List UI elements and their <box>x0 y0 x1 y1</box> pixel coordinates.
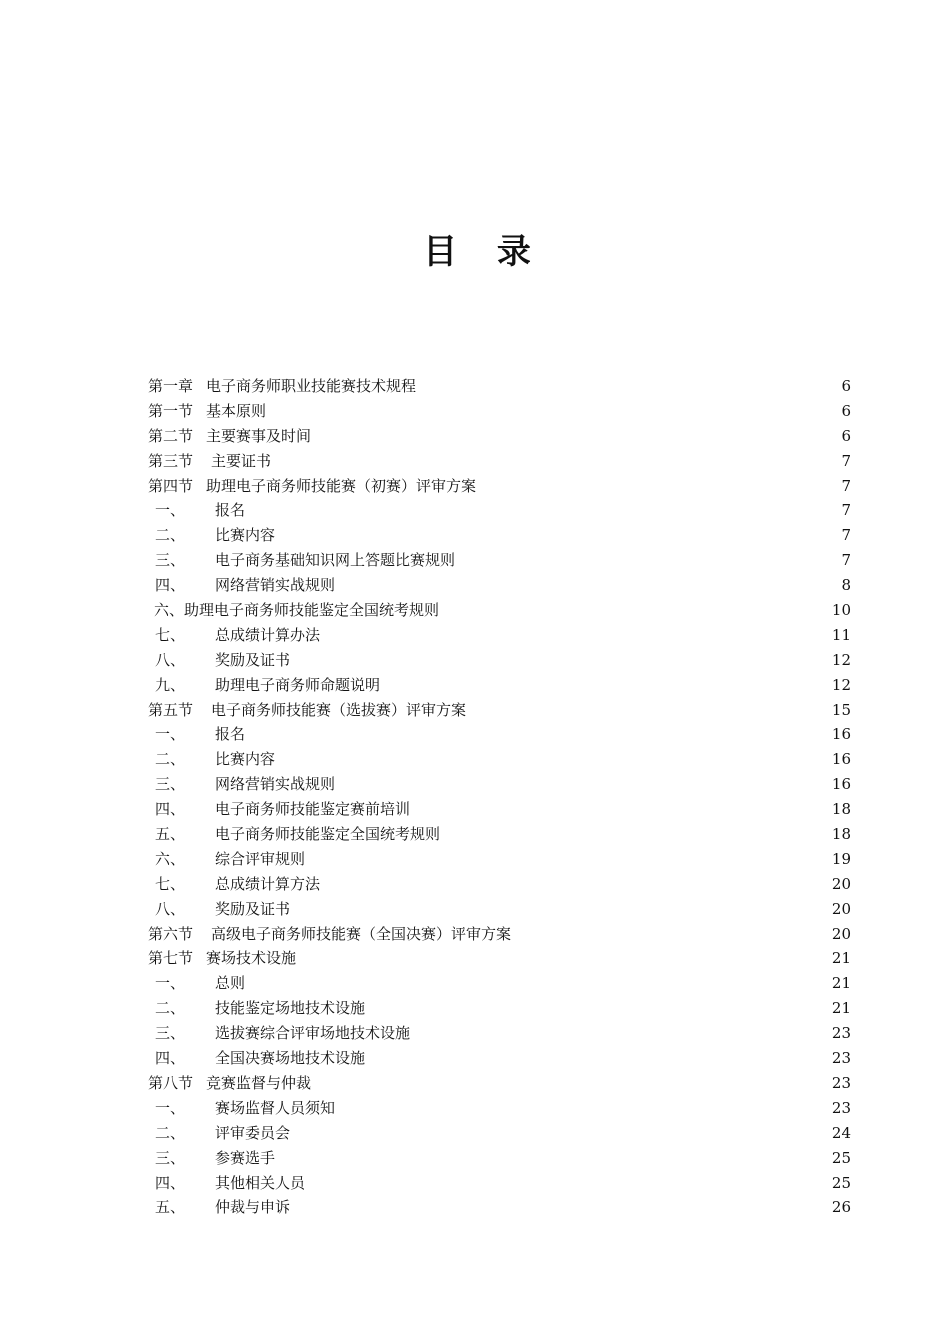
toc-entry-text: 赛场监督人员须知 <box>215 1098 336 1117</box>
toc-page-number: 18 <box>831 825 851 844</box>
toc-entry-text: 电子商务师技能鉴定全国统考规则 <box>215 825 441 844</box>
toc-entry[interactable] <box>148 573 851 598</box>
toc-entry-text: 全国决赛场地技术设施 <box>215 1049 366 1068</box>
toc-entry-heading <box>148 474 476 499</box>
toc-entry-heading <box>148 424 311 449</box>
toc-entry-text: 竞赛监督与仲裁 <box>206 1073 312 1092</box>
toc-entry-number: 四、 <box>155 1049 186 1068</box>
toc-page-number: 20 <box>831 899 851 918</box>
toc-entry-number: 七、 <box>155 874 186 893</box>
toc-entry-number: 四、 <box>155 576 186 595</box>
toc-entry-number: 四、 <box>155 800 186 819</box>
toc-entry-text: 参赛选手 <box>215 1148 276 1167</box>
toc-entry[interactable] <box>148 498 851 523</box>
toc-entry[interactable] <box>148 772 851 797</box>
toc-page-number: 7 <box>841 476 851 495</box>
toc-entry[interactable] <box>148 449 851 474</box>
toc-entry[interactable] <box>148 872 851 897</box>
toc-page-number: 6 <box>841 377 851 395</box>
toc-entry-number: 三、 <box>155 775 186 794</box>
toc-entry[interactable] <box>148 722 851 747</box>
toc-entry-number: 第八节 <box>148 1073 194 1092</box>
toc-page-number: 12 <box>831 675 851 694</box>
toc-entry-heading <box>148 822 440 847</box>
toc-entry-heading <box>148 847 305 872</box>
toc-entry[interactable] <box>148 747 851 772</box>
toc-entry-heading <box>148 698 466 723</box>
toc-entry-text: 综合评审规则 <box>215 849 306 868</box>
toc-entry-number: 五、 <box>155 825 186 844</box>
toc-entry-text: 其他相关人员 <box>215 1173 306 1192</box>
toc-entry-number: 四、 <box>155 1173 186 1192</box>
toc-entry-number: 第七节 <box>148 949 194 968</box>
toc-entry-heading <box>148 498 245 523</box>
toc-entry-heading <box>148 1195 290 1220</box>
toc-page-number: 15 <box>831 700 851 719</box>
toc-entry-number: 第三节 <box>148 451 194 470</box>
toc-page-number: 21 <box>831 999 851 1018</box>
toc-page-number: 16 <box>831 750 851 769</box>
toc-entry-text: 主要赛事及时间 <box>206 426 312 445</box>
toc-page-number: 21 <box>831 949 851 968</box>
toc-entry-text: 助理电子商务师技能赛（初赛）评审方案 <box>206 476 477 495</box>
toc-entry-text: 电子商务师技能赛（选拔赛）评审方案 <box>211 700 467 719</box>
toc-entry-number: 六、 <box>154 601 185 620</box>
toc-page-number: 23 <box>831 1024 851 1043</box>
toc-entry-text: 比赛内容 <box>215 526 276 545</box>
toc-entry[interactable] <box>148 996 851 1021</box>
toc-entry-text: 总则 <box>215 974 246 993</box>
toc-entry[interactable] <box>148 548 851 573</box>
toc-entry-number: 二、 <box>155 750 186 769</box>
toc-page-number: 26 <box>831 1198 851 1217</box>
toc-page-number: 7 <box>841 526 851 545</box>
toc-entry[interactable] <box>148 523 851 548</box>
toc-entry-text: 评审委员会 <box>215 1123 291 1142</box>
toc-entry-heading <box>148 548 455 573</box>
toc-entry[interactable] <box>148 623 851 648</box>
toc-entry-number: 八、 <box>155 899 186 918</box>
toc-entry-number: 三、 <box>155 1148 186 1167</box>
toc-entry-heading <box>148 1021 410 1046</box>
toc-entry-text: 网络营销实战规则 <box>215 576 336 595</box>
toc-page-number: 12 <box>831 650 851 669</box>
toc-entry-text: 赛场技术设施 <box>206 949 297 968</box>
toc-page-number: 7 <box>841 451 851 470</box>
toc-entry-number: 三、 <box>155 1024 186 1043</box>
toc-entry-heading <box>148 872 320 897</box>
toc-entry-number: 二、 <box>155 999 186 1018</box>
toc-page-number: 21 <box>831 974 851 993</box>
toc-page-number: 25 <box>831 1173 851 1192</box>
toc-entry-text: 网络营销实战规则 <box>215 775 336 794</box>
toc-entry-number: 一、 <box>155 725 186 744</box>
toc-entry[interactable] <box>148 399 851 424</box>
toc-entry-number: 第一节 <box>148 401 194 420</box>
toc-entry-text: 电子商务师技能鉴定赛前培训 <box>215 800 411 819</box>
toc-entry-heading <box>148 897 290 922</box>
toc-page-number: 19 <box>831 849 851 868</box>
toc-entry[interactable] <box>148 1171 851 1196</box>
toc-entry-text: 报名 <box>215 501 246 520</box>
toc-list <box>148 374 851 1220</box>
toc-entry-number: 六、 <box>155 849 186 868</box>
toc-entry-heading <box>148 1071 311 1096</box>
toc-entry-number: 九、 <box>155 675 186 694</box>
toc-entry-number: 五、 <box>155 1198 186 1217</box>
toc-entry[interactable] <box>148 374 851 399</box>
toc-entry-heading <box>148 1146 275 1171</box>
toc-entry-number: 第四节 <box>148 476 194 495</box>
toc-entry-heading <box>148 523 275 548</box>
toc-entry-heading <box>148 971 245 996</box>
toc-entry-number: 一、 <box>155 1098 186 1117</box>
toc-page-number: 20 <box>831 874 851 893</box>
toc-entry[interactable] <box>148 1146 851 1171</box>
toc-title: 目 录 <box>423 232 545 272</box>
toc-entry-text: 电子商务基础知识网上答题比赛规则 <box>215 551 456 570</box>
toc-page-number: 6 <box>841 401 851 420</box>
toc-page-number: 8 <box>841 576 851 595</box>
toc-page-number: 25 <box>831 1148 851 1167</box>
toc-entry[interactable] <box>148 847 851 872</box>
toc-page-number: 23 <box>831 1098 851 1117</box>
toc-entry-text: 奖励及证书 <box>215 899 291 918</box>
toc-entry-number: 一、 <box>155 974 186 993</box>
toc-entry-text: 总成绩计算办法 <box>215 625 321 644</box>
toc-entry-text: 报名 <box>215 725 246 744</box>
toc-entry-heading <box>148 722 245 747</box>
toc-entry-heading <box>148 996 365 1021</box>
toc-entry-number: 第六节 <box>148 924 194 943</box>
toc-entry[interactable] <box>148 1046 851 1071</box>
toc-entry[interactable] <box>148 946 851 971</box>
toc-entry[interactable] <box>148 1021 851 1046</box>
toc-entry-text: 总成绩计算方法 <box>215 874 321 893</box>
toc-entry[interactable] <box>148 1121 851 1146</box>
toc-entry-heading <box>148 922 511 947</box>
toc-page-number: 16 <box>831 775 851 794</box>
toc-entry-text: 选拔赛综合评审场地技术设施 <box>215 1024 411 1043</box>
toc-entry[interactable] <box>148 922 851 947</box>
toc-page-number: 7 <box>841 551 851 570</box>
toc-entry-heading <box>148 399 266 424</box>
toc-page-number: 18 <box>831 800 851 819</box>
toc-entry-heading <box>148 1121 290 1146</box>
toc-page-number: 23 <box>831 1073 851 1092</box>
toc-entry-heading <box>148 797 410 822</box>
toc-entry[interactable] <box>148 1195 851 1220</box>
toc-entry-heading <box>148 648 290 673</box>
toc-entry-text: 仲裁与申诉 <box>215 1198 291 1217</box>
toc-entry-heading <box>148 449 271 474</box>
toc-entry-text: 高级电子商务师技能赛（全国决赛）评审方案 <box>211 924 512 943</box>
toc-entry-text: 基本原则 <box>206 401 267 420</box>
toc-entry[interactable] <box>148 474 851 499</box>
toc-page-number: 20 <box>831 924 851 943</box>
toc-entry-heading <box>148 772 335 797</box>
toc-entry-number: 第二节 <box>148 426 194 445</box>
toc-entry-text: 助理电子商务师技能鉴定全国统考规则 <box>184 601 440 620</box>
toc-entry-heading <box>148 1171 305 1196</box>
toc-entry-text: 技能鉴定场地技术设施 <box>215 999 366 1018</box>
toc-entry[interactable] <box>148 797 851 822</box>
toc-entry-heading <box>148 573 335 598</box>
toc-entry-number: 三、 <box>155 551 186 570</box>
toc-entry-heading <box>148 946 296 971</box>
toc-entry[interactable] <box>148 1096 851 1121</box>
toc-entry-heading <box>148 374 416 399</box>
toc-entry[interactable] <box>148 424 851 449</box>
toc-entry-text: 助理电子商务师命题说明 <box>215 675 381 694</box>
toc-entry-number: 二、 <box>155 1123 186 1142</box>
toc-entry-number: 一、 <box>155 501 186 520</box>
toc-entry[interactable] <box>148 698 851 723</box>
toc-entry[interactable] <box>148 897 851 922</box>
toc-entry-heading <box>148 598 439 623</box>
toc-entry-text: 电子商务师职业技能赛技术规程 <box>206 377 417 395</box>
toc-entry[interactable] <box>148 822 851 847</box>
toc-entry-heading <box>148 747 275 772</box>
toc-page-number: 11 <box>831 625 851 644</box>
toc-entry-number: 第一章 <box>148 377 194 395</box>
toc-entry-number: 八、 <box>155 650 186 669</box>
toc-entry[interactable] <box>148 648 851 673</box>
toc-entry[interactable] <box>148 971 851 996</box>
toc-entry[interactable] <box>148 1071 851 1096</box>
toc-entry-number: 二、 <box>155 526 186 545</box>
toc-entry-heading <box>148 673 380 698</box>
toc-entry-text: 主要证书 <box>211 451 272 470</box>
toc-page-number: 24 <box>831 1123 851 1142</box>
toc-entry-number: 第五节 <box>148 700 194 719</box>
toc-entry-text: 比赛内容 <box>215 750 276 769</box>
toc-page-number: 7 <box>841 501 851 520</box>
toc-entry-heading <box>148 1046 365 1071</box>
toc-entry-number: 七、 <box>155 625 186 644</box>
toc-entry-text: 奖励及证书 <box>215 650 291 669</box>
toc-page-number: 23 <box>831 1049 851 1068</box>
toc-entry[interactable] <box>148 673 851 698</box>
toc-entry[interactable] <box>148 598 851 623</box>
toc-entry-heading <box>148 1096 335 1121</box>
toc-page-number: 10 <box>831 601 851 620</box>
toc-page-number: 6 <box>841 426 851 445</box>
toc-entry-heading <box>148 623 320 648</box>
toc-page-number: 16 <box>831 725 851 744</box>
